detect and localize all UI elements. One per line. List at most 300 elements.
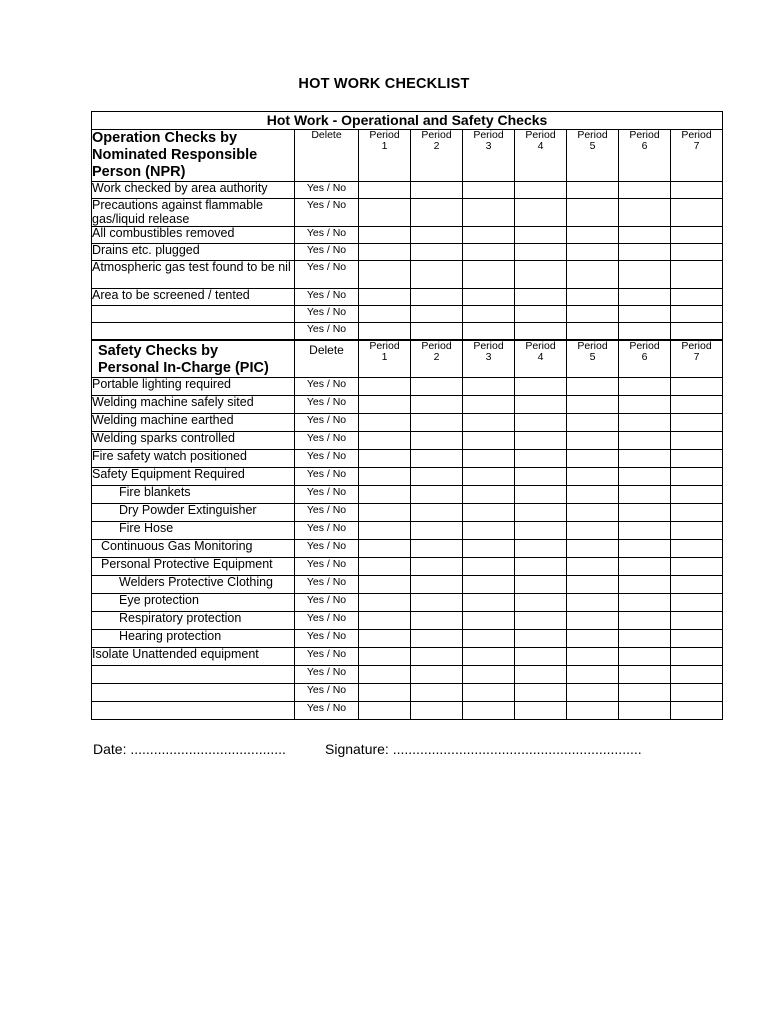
period-check-cell[interactable]: [619, 378, 671, 396]
checklist-table: [91, 111, 723, 720]
checklist-row: [92, 684, 723, 702]
period-column-header: [671, 130, 723, 182]
period-check-cell[interactable]: [619, 594, 671, 612]
period-column-header: [411, 340, 463, 378]
period-check-cell[interactable]: [567, 612, 619, 630]
period-check-cell[interactable]: [619, 414, 671, 432]
period-column-header: [619, 340, 671, 378]
check-item-label: Fire Hose: [92, 522, 295, 540]
period-check-cell[interactable]: [619, 612, 671, 630]
period-check-cell[interactable]: [411, 378, 463, 396]
yes-no-option[interactable]: Yes / No: [295, 289, 359, 306]
period-check-cell[interactable]: [463, 289, 515, 306]
period-check-cell[interactable]: [567, 227, 619, 244]
period-check-cell[interactable]: [671, 504, 723, 522]
period-check-cell[interactable]: [515, 414, 567, 432]
period-check-cell[interactable]: [671, 594, 723, 612]
period-check-cell[interactable]: [463, 414, 515, 432]
period-label: Period: [369, 129, 400, 141]
period-check-cell[interactable]: [411, 244, 463, 261]
period-check-cell[interactable]: [515, 540, 567, 558]
period-check-cell[interactable]: [671, 289, 723, 306]
period-check-cell[interactable]: [619, 540, 671, 558]
period-number: 7: [693, 350, 700, 363]
period-number: 6: [641, 350, 648, 363]
period-check-cell[interactable]: [671, 323, 723, 341]
period-check-cell[interactable]: [567, 522, 619, 540]
checklist-row: [92, 396, 723, 414]
period-check-cell[interactable]: [411, 486, 463, 504]
checklist-row: [92, 323, 723, 341]
period-column-header: [671, 340, 723, 378]
period-check-cell[interactable]: [463, 486, 515, 504]
checklist-row: [92, 244, 723, 261]
period-check-cell[interactable]: [463, 199, 515, 227]
period-check-cell[interactable]: [411, 612, 463, 630]
date-field[interactable]: Date: ........................................: [93, 741, 286, 757]
period-check-cell[interactable]: [671, 396, 723, 414]
period-check-cell[interactable]: [619, 450, 671, 468]
period-check-cell[interactable]: [411, 414, 463, 432]
period-check-cell[interactable]: [411, 522, 463, 540]
period-check-cell[interactable]: [515, 522, 567, 540]
period-column-header: [515, 340, 567, 378]
period-check-cell[interactable]: [671, 648, 723, 666]
yes-no-option[interactable]: Yes / No: [295, 666, 359, 684]
period-check-cell[interactable]: [619, 432, 671, 450]
period-label: Period: [525, 129, 556, 141]
period-check-cell[interactable]: [567, 504, 619, 522]
period-check-cell[interactable]: [359, 504, 411, 522]
period-check-cell[interactable]: [515, 648, 567, 666]
period-check-cell[interactable]: [619, 306, 671, 323]
period-check-cell[interactable]: [411, 630, 463, 648]
period-check-cell[interactable]: [671, 450, 723, 468]
period-check-cell[interactable]: [411, 199, 463, 227]
operation-heading-line: Operation Checks by: [92, 130, 238, 146]
period-label: Period: [681, 129, 712, 141]
checklist-row: [92, 522, 723, 540]
check-item-label: [92, 666, 295, 684]
period-check-cell[interactable]: [671, 432, 723, 450]
period-check-cell[interactable]: [463, 306, 515, 323]
period-check-cell[interactable]: [619, 261, 671, 289]
checklist-row: [92, 612, 723, 630]
period-label: Period: [421, 129, 452, 141]
period-check-cell[interactable]: [671, 684, 723, 702]
yes-no-option[interactable]: Yes / No: [295, 522, 359, 540]
yes-no-option[interactable]: Yes / No: [295, 648, 359, 666]
period-check-cell[interactable]: [567, 414, 619, 432]
period-check-cell[interactable]: [567, 486, 619, 504]
check-item-label: Area to be screened / tented: [92, 289, 295, 306]
period-column-header: [567, 340, 619, 378]
period-check-cell[interactable]: [515, 594, 567, 612]
period-check-cell[interactable]: [463, 323, 515, 341]
signature-field[interactable]: Signature: ................................................................: [325, 741, 642, 757]
period-number: 3: [485, 350, 492, 363]
period-label: Period: [473, 340, 504, 352]
period-check-cell[interactable]: [411, 504, 463, 522]
period-number: 6: [641, 139, 648, 152]
period-check-cell[interactable]: [671, 468, 723, 486]
period-check-cell[interactable]: [567, 450, 619, 468]
checklist-row: [92, 504, 723, 522]
checklist-row: [92, 450, 723, 468]
period-check-cell[interactable]: [671, 540, 723, 558]
period-label: Period: [629, 129, 660, 141]
check-item-label: Personal Protective Equipment: [92, 558, 295, 576]
check-item-label: Fire blankets: [92, 486, 295, 504]
yes-no-option[interactable]: Yes / No: [295, 558, 359, 576]
period-check-cell[interactable]: [463, 594, 515, 612]
period-check-cell[interactable]: [515, 504, 567, 522]
period-check-cell[interactable]: [619, 630, 671, 648]
period-check-cell[interactable]: [411, 432, 463, 450]
period-check-cell[interactable]: [359, 244, 411, 261]
yes-no-option[interactable]: Yes / No: [295, 540, 359, 558]
period-check-cell[interactable]: [411, 289, 463, 306]
period-check-cell[interactable]: [411, 540, 463, 558]
period-check-cell[interactable]: [567, 289, 619, 306]
yes-no-option[interactable]: Yes / No: [295, 261, 359, 289]
period-check-cell[interactable]: [567, 540, 619, 558]
checklist-row: [92, 182, 723, 199]
period-check-cell[interactable]: [359, 594, 411, 612]
period-check-cell[interactable]: [619, 227, 671, 244]
check-item-label: Welding sparks controlled: [92, 432, 295, 450]
period-check-cell[interactable]: [359, 432, 411, 450]
period-check-cell[interactable]: [567, 630, 619, 648]
period-check-cell[interactable]: [515, 576, 567, 594]
check-item-label: All combustibles removed: [92, 227, 295, 244]
period-check-cell[interactable]: [463, 540, 515, 558]
period-check-cell[interactable]: [515, 244, 567, 261]
period-check-cell[interactable]: [463, 648, 515, 666]
checklist-row: [92, 666, 723, 684]
check-item-label: Portable lighting required: [92, 378, 295, 396]
period-check-cell[interactable]: [567, 666, 619, 684]
period-check-cell[interactable]: [619, 504, 671, 522]
yes-no-option[interactable]: Yes / No: [295, 612, 359, 630]
period-column-header: [359, 130, 411, 182]
safety-heading-line: Personal In-Charge (PIC): [98, 360, 269, 376]
period-check-cell[interactable]: [671, 558, 723, 576]
checklist-row: [92, 558, 723, 576]
safety-heading-line: Safety Checks by: [98, 343, 219, 359]
yes-no-option[interactable]: Yes / No: [295, 684, 359, 702]
period-check-cell[interactable]: [359, 323, 411, 341]
period-check-cell[interactable]: [359, 199, 411, 227]
period-check-cell[interactable]: [359, 227, 411, 244]
period-check-cell[interactable]: [567, 306, 619, 323]
check-item-label: Welders Protective Clothing: [92, 576, 295, 594]
period-check-cell[interactable]: [671, 182, 723, 199]
period-check-cell[interactable]: [671, 414, 723, 432]
period-label: Period: [577, 340, 608, 352]
period-check-cell[interactable]: [619, 522, 671, 540]
check-item-label: Isolate Unattended equipment: [92, 648, 295, 666]
yes-no-option[interactable]: Yes / No: [295, 244, 359, 261]
yes-no-option[interactable]: Yes / No: [295, 414, 359, 432]
period-check-cell[interactable]: [463, 244, 515, 261]
period-check-cell[interactable]: [411, 450, 463, 468]
period-check-cell[interactable]: [411, 323, 463, 341]
period-check-cell[interactable]: [359, 666, 411, 684]
period-check-cell[interactable]: [567, 323, 619, 341]
period-check-cell[interactable]: [463, 261, 515, 289]
yes-no-option[interactable]: Yes / No: [295, 378, 359, 396]
check-item-label: Dry Powder Extinguisher: [92, 504, 295, 522]
period-check-cell[interactable]: [463, 450, 515, 468]
period-check-cell[interactable]: [359, 486, 411, 504]
period-check-cell[interactable]: [411, 702, 463, 720]
period-check-cell[interactable]: [671, 378, 723, 396]
yes-no-option[interactable]: Yes / No: [295, 396, 359, 414]
period-check-cell[interactable]: [671, 244, 723, 261]
period-number: 3: [485, 139, 492, 152]
period-check-cell[interactable]: [463, 702, 515, 720]
period-check-cell[interactable]: [359, 630, 411, 648]
period-check-cell[interactable]: [515, 261, 567, 289]
period-check-cell[interactable]: [671, 630, 723, 648]
period-check-cell[interactable]: [515, 306, 567, 323]
period-check-cell[interactable]: [567, 396, 619, 414]
period-check-cell[interactable]: [515, 289, 567, 306]
period-check-cell[interactable]: [567, 684, 619, 702]
period-check-cell[interactable]: [567, 468, 619, 486]
period-check-cell[interactable]: [463, 396, 515, 414]
period-label: Period: [525, 340, 556, 352]
period-check-cell[interactable]: [515, 558, 567, 576]
period-check-cell[interactable]: [515, 182, 567, 199]
period-check-cell[interactable]: [619, 182, 671, 199]
period-number: 2: [433, 139, 440, 152]
checklist-row: [92, 378, 723, 396]
period-check-cell[interactable]: [359, 522, 411, 540]
check-item-label: Welding machine earthed: [92, 414, 295, 432]
period-check-cell[interactable]: [463, 504, 515, 522]
period-check-cell[interactable]: [411, 684, 463, 702]
period-check-cell[interactable]: [671, 261, 723, 289]
period-column-header: [515, 130, 567, 182]
period-check-cell[interactable]: [567, 244, 619, 261]
period-label: Period: [421, 340, 452, 352]
period-check-cell[interactable]: [619, 289, 671, 306]
period-check-cell[interactable]: [515, 486, 567, 504]
period-check-cell[interactable]: [359, 306, 411, 323]
yes-no-option[interactable]: Yes / No: [295, 504, 359, 522]
period-check-cell[interactable]: [567, 702, 619, 720]
period-check-cell[interactable]: [619, 323, 671, 341]
period-check-cell[interactable]: [515, 684, 567, 702]
period-check-cell[interactable]: [411, 182, 463, 199]
period-check-cell[interactable]: [359, 684, 411, 702]
period-check-cell[interactable]: [411, 227, 463, 244]
period-check-cell[interactable]: [567, 261, 619, 289]
period-check-cell[interactable]: [515, 378, 567, 396]
checklist-row: [92, 414, 723, 432]
period-check-cell[interactable]: [619, 648, 671, 666]
checklist-row: [92, 648, 723, 666]
period-check-cell[interactable]: [619, 396, 671, 414]
check-item-label: Drains etc. plugged: [92, 244, 295, 261]
period-check-cell[interactable]: [359, 261, 411, 289]
period-check-cell[interactable]: [567, 558, 619, 576]
period-check-cell[interactable]: [515, 199, 567, 227]
period-label: Period: [369, 340, 400, 352]
yes-no-option[interactable]: Yes / No: [295, 227, 359, 244]
yes-no-option[interactable]: Yes / No: [295, 576, 359, 594]
checklist-row: [92, 227, 723, 244]
yes-no-option[interactable]: Yes / No: [295, 323, 359, 341]
period-number: 5: [589, 350, 596, 363]
period-check-cell[interactable]: [567, 378, 619, 396]
period-check-cell[interactable]: [619, 558, 671, 576]
period-check-cell[interactable]: [619, 468, 671, 486]
period-check-cell[interactable]: [463, 558, 515, 576]
period-check-cell[interactable]: [359, 414, 411, 432]
period-number: 4: [537, 139, 544, 152]
period-check-cell[interactable]: [671, 522, 723, 540]
period-check-cell[interactable]: [411, 666, 463, 684]
yes-no-option[interactable]: Yes / No: [295, 630, 359, 648]
checklist-row: [92, 199, 723, 227]
period-check-cell[interactable]: [411, 261, 463, 289]
period-check-cell[interactable]: [619, 702, 671, 720]
yes-no-option[interactable]: Yes / No: [295, 432, 359, 450]
period-check-cell[interactable]: [359, 702, 411, 720]
delete-column-header: Delete: [295, 340, 359, 378]
checklist-row: [92, 630, 723, 648]
period-check-cell[interactable]: [359, 450, 411, 468]
period-check-cell[interactable]: [411, 594, 463, 612]
period-check-cell[interactable]: [359, 182, 411, 199]
period-label: Period: [681, 340, 712, 352]
checklist-row: [92, 702, 723, 720]
period-check-cell[interactable]: [463, 432, 515, 450]
period-check-cell[interactable]: [515, 450, 567, 468]
period-check-cell[interactable]: [359, 648, 411, 666]
yes-no-option[interactable]: Yes / No: [295, 306, 359, 323]
period-check-cell[interactable]: [463, 612, 515, 630]
period-check-cell[interactable]: [515, 612, 567, 630]
period-check-cell[interactable]: [619, 486, 671, 504]
checklist-row: [92, 576, 723, 594]
period-check-cell[interactable]: [463, 468, 515, 486]
period-check-cell[interactable]: [359, 558, 411, 576]
period-check-cell[interactable]: [463, 182, 515, 199]
period-column-header: [359, 340, 411, 378]
check-item-label: [92, 323, 295, 341]
document-title: HOT WORK CHECKLIST: [298, 76, 470, 92]
period-check-cell[interactable]: [515, 468, 567, 486]
period-check-cell[interactable]: [515, 630, 567, 648]
period-check-cell[interactable]: [411, 558, 463, 576]
check-item-label: Continuous Gas Monitoring: [92, 540, 295, 558]
period-check-cell[interactable]: [515, 702, 567, 720]
period-check-cell[interactable]: [619, 684, 671, 702]
period-check-cell[interactable]: [515, 323, 567, 341]
period-check-cell[interactable]: [411, 468, 463, 486]
period-check-cell[interactable]: [567, 594, 619, 612]
period-check-cell[interactable]: [515, 396, 567, 414]
period-check-cell[interactable]: [671, 306, 723, 323]
period-check-cell[interactable]: [359, 540, 411, 558]
period-check-cell[interactable]: [671, 576, 723, 594]
period-check-cell[interactable]: [359, 468, 411, 486]
yes-no-option[interactable]: Yes / No: [295, 486, 359, 504]
checklist-row: [92, 306, 723, 323]
check-item-label: Fire safety watch positioned: [92, 450, 295, 468]
period-column-header: [463, 340, 515, 378]
period-check-cell[interactable]: [515, 666, 567, 684]
period-check-cell[interactable]: [515, 432, 567, 450]
period-check-cell[interactable]: [463, 522, 515, 540]
period-check-cell[interactable]: [411, 396, 463, 414]
period-check-cell[interactable]: [359, 378, 411, 396]
period-check-cell[interactable]: [463, 576, 515, 594]
period-check-cell[interactable]: [671, 486, 723, 504]
period-check-cell[interactable]: [567, 182, 619, 199]
yes-no-option[interactable]: Yes / No: [295, 468, 359, 486]
period-check-cell[interactable]: [411, 648, 463, 666]
period-check-cell[interactable]: [619, 199, 671, 227]
check-item-label: Eye protection: [92, 594, 295, 612]
period-check-cell[interactable]: [619, 244, 671, 261]
yes-no-option[interactable]: Yes / No: [295, 199, 359, 227]
operation-heading-line: Person (NPR): [92, 164, 186, 180]
yes-no-option[interactable]: Yes / No: [295, 594, 359, 612]
check-item-label: Safety Equipment Required: [92, 468, 295, 486]
period-check-cell[interactable]: [671, 666, 723, 684]
check-item-label: Precautions against flammable gas/liquid release: [92, 199, 295, 227]
period-check-cell[interactable]: [463, 227, 515, 244]
yes-no-option[interactable]: Yes / No: [295, 450, 359, 468]
yes-no-option[interactable]: Yes / No: [295, 702, 359, 720]
period-check-cell[interactable]: [359, 576, 411, 594]
period-check-cell[interactable]: [463, 666, 515, 684]
period-check-cell[interactable]: [411, 576, 463, 594]
checklist-row: [92, 540, 723, 558]
checklist-row: [92, 261, 723, 289]
period-check-cell[interactable]: [619, 666, 671, 684]
period-column-header: [567, 130, 619, 182]
period-check-cell[interactable]: [463, 630, 515, 648]
period-column-header: [411, 130, 463, 182]
period-check-cell[interactable]: [411, 306, 463, 323]
checklist-row: [92, 432, 723, 450]
period-check-cell[interactable]: [463, 684, 515, 702]
period-check-cell[interactable]: [463, 378, 515, 396]
period-check-cell[interactable]: [671, 199, 723, 227]
yes-no-option[interactable]: Yes / No: [295, 182, 359, 199]
checklist-row: [92, 594, 723, 612]
period-check-cell[interactable]: [567, 648, 619, 666]
period-check-cell[interactable]: [671, 612, 723, 630]
period-check-cell[interactable]: [567, 432, 619, 450]
period-check-cell[interactable]: [619, 576, 671, 594]
period-check-cell[interactable]: [567, 576, 619, 594]
period-check-cell[interactable]: [671, 227, 723, 244]
period-check-cell[interactable]: [567, 199, 619, 227]
period-number: 1: [381, 139, 388, 152]
period-check-cell[interactable]: [515, 227, 567, 244]
period-check-cell[interactable]: [671, 702, 723, 720]
period-check-cell[interactable]: [359, 396, 411, 414]
period-check-cell[interactable]: [359, 289, 411, 306]
period-check-cell[interactable]: [359, 612, 411, 630]
